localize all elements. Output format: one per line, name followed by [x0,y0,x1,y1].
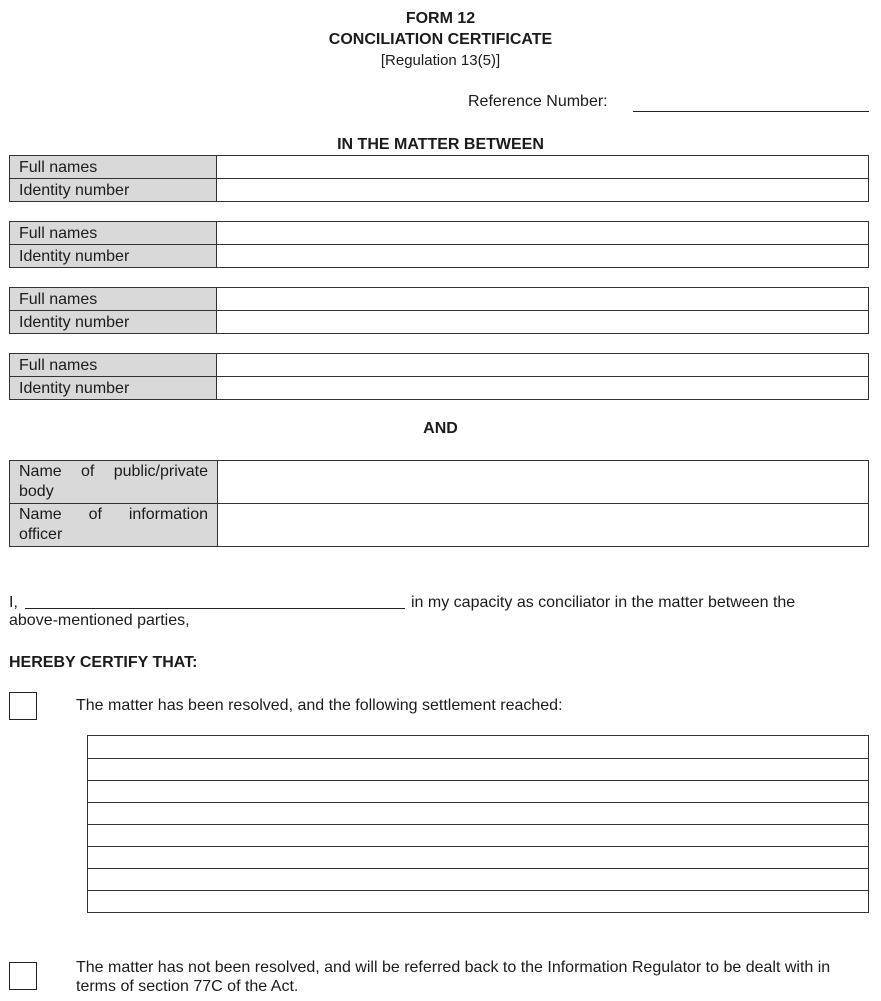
full-names-label: Full names [10,222,217,245]
full-names-field[interactable] [217,354,869,377]
and-heading: AND [423,420,458,437]
form-number: FORM 12 [405,10,476,27]
conciliator-name-field[interactable] [25,608,405,609]
settlement-line [88,802,868,803]
full-names-label: Full names [10,354,217,377]
identity-number-label: Identity number [10,377,217,400]
settlement-line [88,846,868,847]
settlement-line [88,758,868,759]
statement-text-line2: above-mentioned parties, [9,612,190,629]
full-names-field[interactable] [217,156,869,179]
information-officer-label: Name of information officer [10,504,218,547]
identity-number-field[interactable] [217,311,869,334]
settlement-line [88,868,868,869]
certify-heading: HEREBY CERTIFY THAT: [9,654,198,671]
identity-number-label: Identity number [10,311,217,334]
identity-number-field[interactable] [217,179,869,202]
statement-text-line1: in my capacity as conciliator in the matter between the [411,594,796,611]
information-officer-field[interactable] [218,504,869,547]
settlement-line [88,824,868,825]
identity-number-label: Identity number [10,179,217,202]
reference-number-field[interactable] [633,111,869,112]
full-names-field[interactable] [217,288,869,311]
party-table-2 [9,221,869,268]
full-names-label: Full names [10,156,217,179]
public-private-body-field[interactable] [218,461,869,504]
settlement-line [88,890,868,891]
regulation-reference: [Regulation 13(5)] [380,52,501,69]
resolved-checkbox[interactable] [9,692,37,720]
resolved-option-text: The matter has been resolved, and the following settlement reached: [76,697,563,714]
full-names-label: Full names [10,288,217,311]
party-table-3 [9,287,869,334]
identity-number-field[interactable] [217,377,869,400]
settlement-field[interactable] [87,735,869,913]
identity-number-field[interactable] [217,245,869,268]
not-resolved-checkbox[interactable] [9,962,37,990]
party-table-1 [9,155,869,202]
public-private-body-label: Name of public/private body [10,461,218,504]
form-title: CONCILIATION CERTIFICATE [328,31,553,48]
matter-between-heading: IN THE MATTER BETWEEN [337,136,544,153]
respondent-table [9,460,869,547]
full-names-field[interactable] [217,222,869,245]
statement-prefix: I, [9,594,18,611]
reference-number-label: Reference Number: [468,93,608,110]
settlement-line [88,780,868,781]
not-resolved-option-text: The matter has not been resolved, and will be referred back to the Information Regulator to be dealt with in terms of section 77C of the Act. [76,959,831,995]
identity-number-label: Identity number [10,245,217,268]
party-table-4 [9,353,869,400]
